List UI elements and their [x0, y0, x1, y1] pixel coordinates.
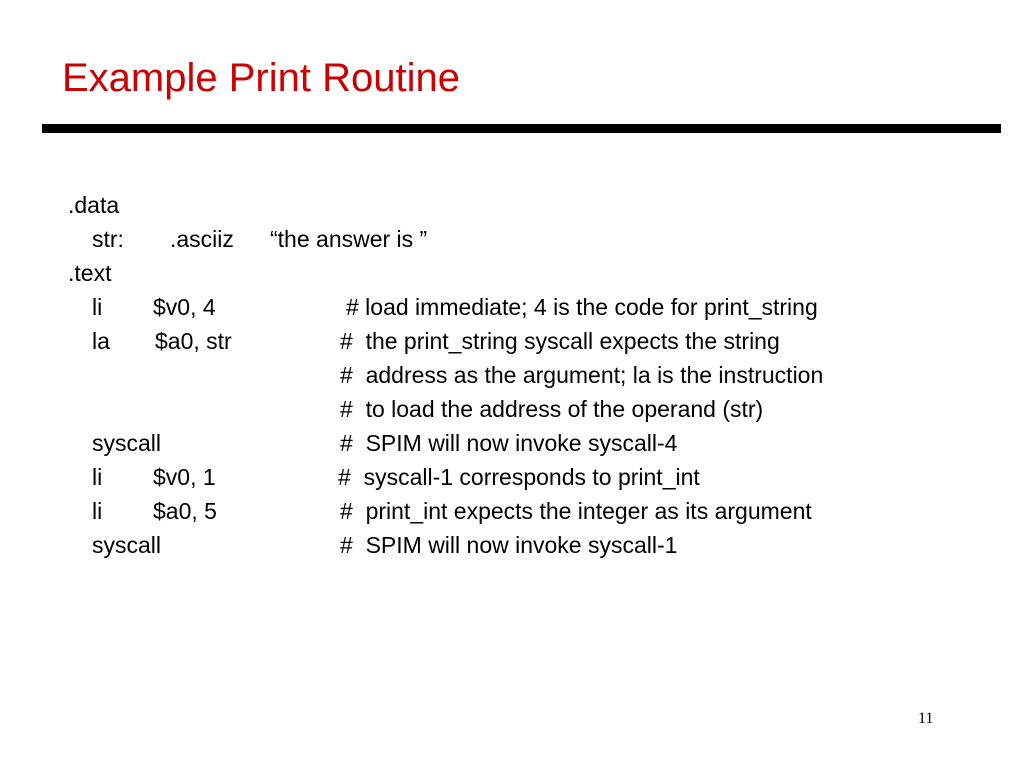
slide-title: Example Print Routine	[62, 56, 460, 100]
instruction-op: li	[92, 294, 103, 320]
string-literal: “the answer is ”	[270, 226, 428, 252]
instruction-comment: # print_int expects the integer as its argument	[340, 498, 812, 524]
asciiz-directive: .asciiz	[170, 226, 234, 252]
instruction-comment: # SPIM will now invoke syscall-4	[340, 430, 678, 456]
instruction-comment: # load immediate; 4 is the code for print_string	[346, 294, 818, 320]
instruction-op: li	[92, 464, 103, 490]
instruction-op: li	[92, 498, 103, 524]
instruction-args: $v0, 4	[153, 294, 216, 320]
instruction-args: $a0, 5	[153, 498, 217, 524]
str-label: str:	[92, 226, 124, 252]
instruction-args: $v0, 1	[153, 464, 216, 490]
text-directive: .text	[68, 260, 112, 286]
instruction-args: $a0, str	[155, 328, 232, 354]
slide-number: 11	[918, 710, 934, 727]
instruction-op: syscall	[92, 430, 162, 456]
instruction-op: la	[92, 328, 110, 354]
instruction-comment: # SPIM will now invoke syscall-1	[340, 532, 678, 558]
title-underline	[42, 124, 1001, 133]
instruction-comment: # address as the argument; la is the instruction	[340, 362, 824, 388]
data-directive: .data	[68, 192, 120, 218]
instruction-comment: # syscall-1 corresponds to print_int	[338, 464, 700, 490]
instruction-comment: # the print_string syscall expects the string	[340, 328, 780, 354]
instruction-comment: # to load the address of the operand (str)	[340, 396, 764, 422]
instruction-op: syscall	[92, 532, 162, 558]
